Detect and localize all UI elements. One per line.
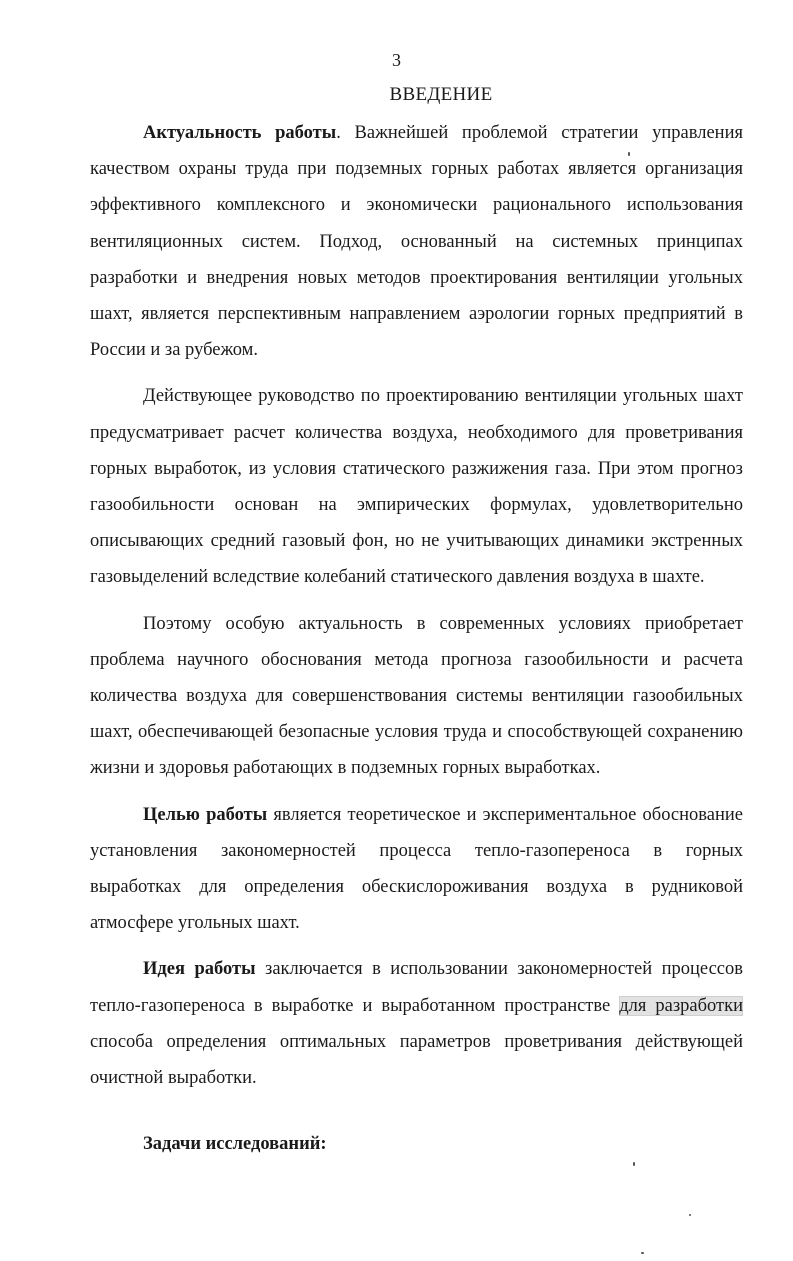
paragraph-idea-text: заключается в использовании закономерностей процессов тепло-газопереноса в выработке и выработанном пространстве: [90, 959, 743, 1016]
highlighted-phrase: для разработки: [619, 995, 744, 1016]
term-goal: Целью работы: [143, 804, 268, 825]
paragraph-idea: [90, 951, 743, 1096]
paragraph-relevance-text: . Важнейшей проблемой стратегии управления качеством охраны труда при подземных горных работах является организация эффективного комплексного и экономически рационального использования вентиляционных систем. Подход, основанный на системных принципах разработки и внедрения новых методов проектирования вентиляции угольных шахт, является перспективным направлением аэрологии горных предприятий в России и за рубежом.: [90, 123, 743, 361]
scan-speck: [689, 1214, 691, 1216]
body-text: [90, 115, 743, 1106]
section-title: ВВЕДЕНИЕ: [389, 84, 493, 105]
paragraph-idea-text-end: способа определения оптимальных параметров проветривания действующей очистной выработки.: [90, 1031, 743, 1089]
scan-speck: [641, 1252, 644, 1254]
paragraph-guidance: Действующее руководство по проектированию вентиляции угольных шахт предусматривает расчет количества воздуха, необходимого для проветривания горных выработок, из условия статического разжижения газа. При этом прогноз газообильности основан на эмпирических формулах, удовлетворительно описывающих средний газовый фон, но не учитывающих динамики экстренных газовыделений вследствие колебаний статического давления воздуха в шахте.: [90, 386, 743, 588]
scan-speck: [628, 152, 630, 156]
term-idea: Идея работы: [143, 959, 256, 980]
scan-speck: [633, 1162, 635, 1166]
paragraph-relevance: [90, 115, 743, 368]
page-number: 3: [392, 50, 401, 70]
term-relevance: Актуальность работы: [143, 123, 337, 143]
paragraph-goal-text: является теоретическое и экспериментальное обоснование установления закономерностей процесса тепло-газопереноса в горных выработках для определения обескислороживания воздуха в рудниковой атмосфере угольных шахт.: [90, 804, 744, 934]
tasks-heading: Задачи исследований:: [143, 1134, 327, 1154]
paragraph-goal: [90, 797, 743, 942]
paragraph-actuality: Поэтому особую актуальность в современных условиях приобретает проблема научного обоснования метода прогноза газообильности и расчета количества воздуха для совершенствования системы вентиляции газообильных шахт, обеспечивающей безопасные условия труда и способствующей сохранению жизни и здоровья работающих в подземных горных выработках.: [90, 613, 743, 779]
